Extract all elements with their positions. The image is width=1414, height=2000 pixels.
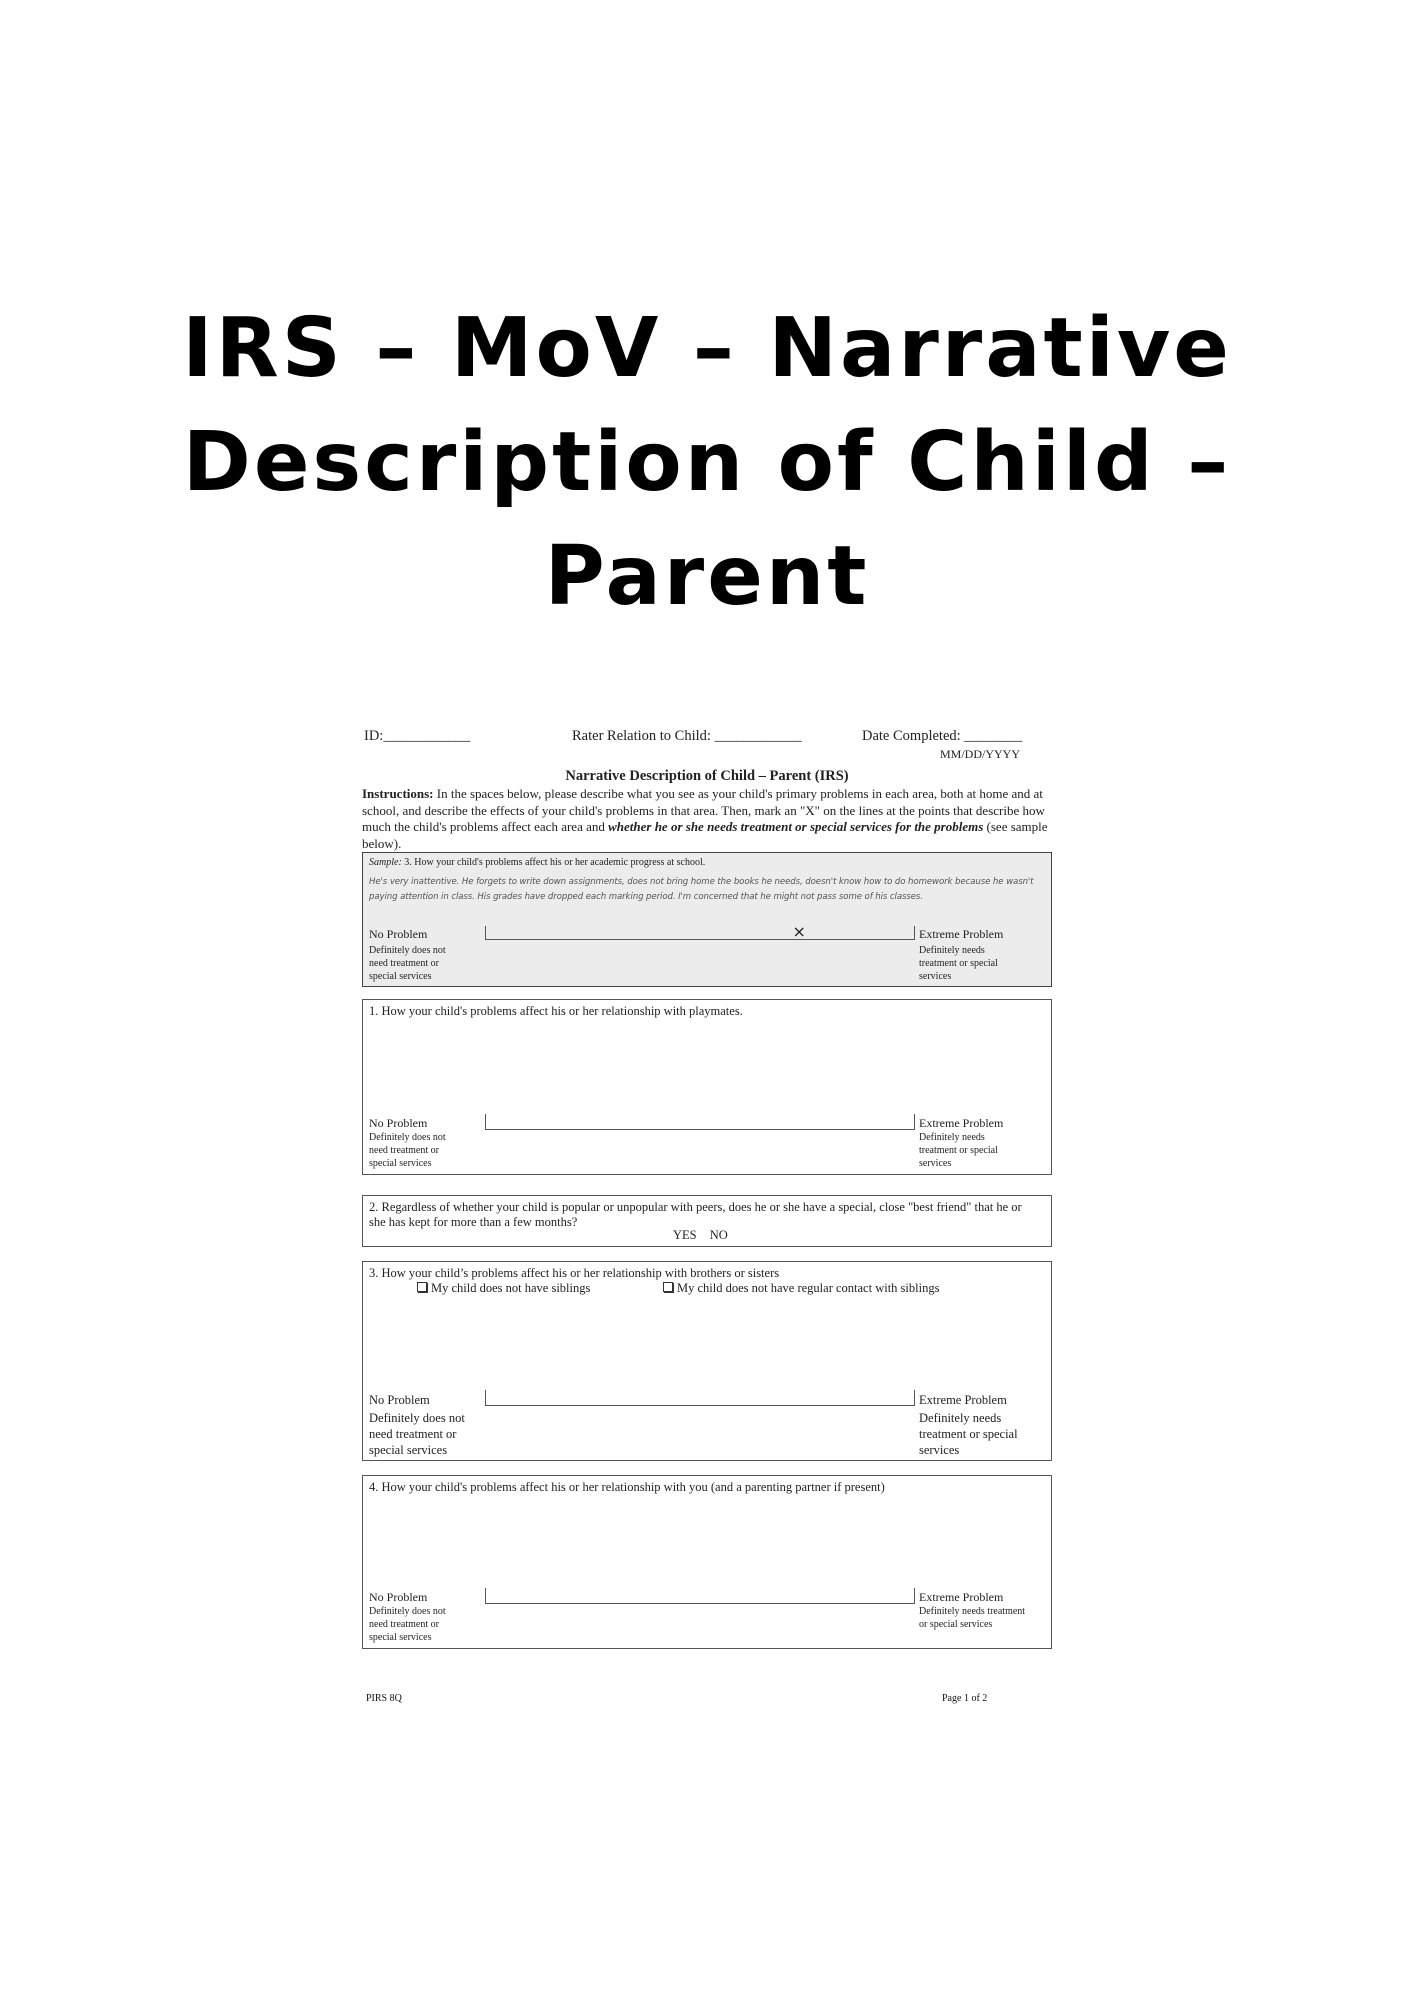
scale-right-sub-4a: Definitely needs treatment [919, 1606, 1026, 1617]
scale-right-sub-1: Definitely needs [919, 945, 985, 956]
date-completed-field[interactable]: Date Completed: ________ [862, 728, 1023, 744]
scale-right-title: Extreme Problem [919, 927, 1004, 941]
sample-label: Sample: [369, 857, 402, 868]
scale-left-sub-1: Definitely does not [369, 1132, 446, 1143]
sample-x-mark: × [792, 922, 806, 941]
form-header [362, 728, 1052, 766]
scale-left-sub-1: Definitely does not [369, 945, 446, 956]
instructions [362, 786, 1052, 852]
scale-left-sub-2: need treatment or [369, 1427, 457, 1441]
question-2-box [362, 1195, 1052, 1247]
date-format-hint: MM/DD/YYYY [940, 747, 1021, 761]
no-siblings-option[interactable] [417, 1281, 590, 1296]
footer-page-number: Page 1 of 2 [942, 1693, 988, 1704]
scale-right-sub-3: services [919, 1158, 952, 1169]
sample-scale-right [919, 927, 1003, 983]
q1-rating-line[interactable] [485, 1114, 915, 1130]
scale-right-title: Extreme Problem [919, 1116, 1004, 1130]
no-contact-option[interactable] [663, 1281, 939, 1296]
form-title: Narrative Description of Child – Parent (IRS) [565, 768, 849, 784]
no-siblings-label: My child does not have siblings [431, 1281, 591, 1295]
scale-right-sub-1: Definitely needs [919, 1132, 985, 1143]
scale-right-sub-3: services [919, 1443, 960, 1457]
scale-left-title: No Problem [369, 927, 428, 941]
scale-right-sub-2: treatment or special [919, 1427, 1018, 1441]
title-line-3: Parent [544, 529, 870, 624]
form-document [362, 728, 1052, 1649]
yes-option[interactable]: YES [673, 1228, 697, 1242]
scale-left-title: No Problem [369, 1116, 428, 1130]
scale-left-title: No Problem [369, 1590, 428, 1604]
footer-code: PIRS 8Q [366, 1693, 402, 1704]
instructions-text-1: In the spaces below, please describe what you see as your child's primary problems in each area, both at home and at school, and describe the effects of your child's problems in that area. Then, mark an "X" on the lines at the points that describe how much the child's problems affect each area and [362, 786, 1045, 834]
rater-relation-field[interactable]: Rater Relation to Child: ____________ [572, 728, 802, 744]
sample-answer: He's very inattentive. He forgets to write down assignments, does not bring home the books he needs, doesn't know how to do homework because he wasn't paying attention in class. His grades have dropped each marking period. I'm concerned that he might not pass some of his classes. [369, 877, 1034, 902]
scale-left-sub-2: need treatment or [369, 1145, 439, 1156]
question-4-text: 4. How your child's problems affect his or her relationship with you (and a parenting partner if present) [369, 1480, 885, 1494]
sample-rating-line [485, 922, 915, 941]
question-4-box [362, 1475, 1052, 1649]
scale-left-sub-1: Definitely does not [369, 1411, 465, 1425]
scale-left-sub-2: need treatment or [369, 1619, 439, 1630]
q4-rating-line[interactable] [485, 1588, 915, 1604]
scale-right-sub-2: treatment or special [919, 958, 998, 969]
question-2-text: 2. Regardless of whether your child is popular or unpopular with peers, does he or she have a special, close "best friend" that he or she has kept for more than a few months? [369, 1200, 1022, 1229]
question-3-box [362, 1261, 1052, 1461]
page-title [150, 292, 1264, 634]
scale-right-title: Extreme Problem [919, 1590, 1004, 1604]
question-3-text: 3. How your child’s problems affect his or her relationship with brothers or sisters [369, 1266, 780, 1280]
q3-scale-left [369, 1392, 465, 1458]
no-option[interactable]: NO [709, 1228, 728, 1242]
question-1-text: 1. How your child's problems affect his or her relationship with playmates. [369, 1004, 743, 1018]
instructions-emphasis: whether he or she needs treatment or special services for the problems [608, 819, 984, 834]
q3-scale-right [919, 1392, 1018, 1458]
instructions-label: Instructions: [362, 786, 434, 801]
scale-left-title: No Problem [369, 1393, 430, 1407]
q4-scale-left [369, 1590, 446, 1644]
yes-no-options [673, 1228, 728, 1243]
title-line-1: IRS – MoV – Narrative [182, 301, 1232, 396]
instructions-text-2: (see sample below). [362, 819, 1048, 851]
scale-right-title: Extreme Problem [919, 1393, 1007, 1407]
checkbox-icon[interactable] [417, 1282, 427, 1292]
sample-box [362, 852, 1052, 987]
scale-right-sub-2: treatment or special [919, 1145, 998, 1156]
sample-question [369, 857, 705, 868]
sample-scale-left [369, 927, 446, 983]
q3-rating-line[interactable] [485, 1390, 915, 1406]
q1-scale-right [919, 1116, 1003, 1170]
question-1-box [362, 999, 1052, 1175]
scale-right-sub-3: services [919, 971, 952, 982]
scale-right-sub-1: Definitely needs [919, 1411, 1002, 1425]
q4-scale-right [919, 1590, 1025, 1631]
scale-left-sub-3: special services [369, 1632, 432, 1643]
scale-right-sub-4b: or special services [919, 1619, 993, 1630]
no-contact-label: My child does not have regular contact with siblings [677, 1281, 940, 1295]
q1-scale-left [369, 1116, 446, 1170]
scale-left-sub-1: Definitely does not [369, 1606, 446, 1617]
id-field[interactable]: ID:____________ [364, 728, 471, 744]
sample-question-text: 3. How your child's problems affect his or her academic progress at school. [404, 857, 706, 868]
scale-left-sub-2: need treatment or [369, 958, 439, 969]
scale-left-sub-3: special services [369, 971, 432, 982]
checkbox-icon[interactable] [663, 1282, 673, 1292]
scale-left-sub-3: special services [369, 1158, 432, 1169]
scale-left-sub-3: special services [369, 1443, 448, 1457]
title-line-2: Description of Child – [182, 415, 1232, 510]
